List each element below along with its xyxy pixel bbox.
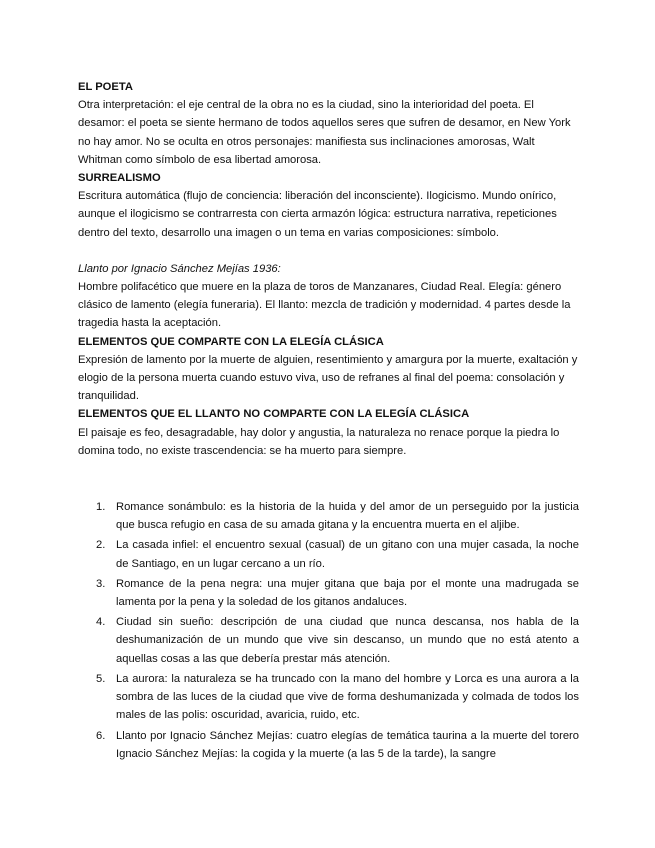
list-number: 1. bbox=[96, 501, 106, 514]
list-number: 2. bbox=[96, 539, 106, 552]
paragraph-no-comparte: El paisaje es feo, desagradable, hay dolor y angustia, la naturaleza no renace porque la piedra lo domina todo, no existe trascendencia: se ha muerto para siempre. bbox=[78, 426, 560, 457]
list-number: 5. bbox=[96, 672, 106, 685]
heading-comparte: ELEMENTOS QUE COMPARTE CON LA ELEGÍA CLÁSICA bbox=[78, 335, 384, 348]
spacer bbox=[78, 460, 579, 498]
list-number: 4. bbox=[96, 616, 106, 629]
paragraph-llanto: Hombre polifacético que muere en la plaza de toros de Manzanares, Ciudad Real. Elegía: género clásico de lamento (elegía funeraria). El llanto: mezcla de tradición y modernidad. 4 partes desde la tragedia hasta la aceptación. bbox=[78, 281, 571, 330]
list-item bbox=[78, 498, 579, 534]
list-item-text: Llanto por Ignacio Sánchez Mejías: cuatro elegías de temática taurina a la muerte del torero Ignacio Sánchez Mejías: la cogida y la muerte (a las 5 de la tarde), la sangre bbox=[116, 729, 579, 760]
list-item-text: Ciudad sin sueño: descripción de una ciudad que nunca descansa, nos habla de la deshumanización de un mundo que vive sin descanso, un mundo que no está atento a aquellas cosas a las que debería prestar más atención. bbox=[116, 616, 579, 665]
paragraph-el-poeta: Otra interpretación: el eje central de la obra no es la ciudad, sino la interioridad del poeta. El desamor: el poeta se siente hermano de todos aquellos seres que sufren de desamor, en New York no hay amor. No se oculta en otros personajes: manifiesta sus inclinaciones amorosas, Walt Whitman como símbolo de esa libertad amorosa. bbox=[78, 99, 571, 166]
paragraph-surrealismo: Escritura automática (flujo de conciencia: liberación del inconsciente). Ilogicismo. Mundo onírico, aunque el ilogicismo se contrarresta con cierta armazón lógica: estructura narrativa, repeticiones dentro del texto, desarrollo una imagen o un tema en varias composiciones: símbolo. bbox=[78, 190, 557, 239]
works-list bbox=[78, 498, 579, 763]
list-item-text: La casada infiel: el encuentro sexual (casual) de un gitano con una mujer casada, la noche de Santiago, en un lugar cercano a un río. bbox=[116, 539, 579, 570]
list-item bbox=[78, 536, 579, 572]
list-item bbox=[78, 727, 579, 763]
list-number: 6. bbox=[96, 729, 106, 742]
title-llanto: Llanto por Ignacio Sánchez Mejías 1936: bbox=[78, 262, 281, 275]
list-item bbox=[78, 613, 579, 668]
list-item-text: Romance de la pena negra: una mujer gitana que baja por el monte una madrugada se lamenta por la pena y la soledad de los gitanos andaluces. bbox=[116, 577, 579, 609]
heading-el-poeta: EL POETA bbox=[78, 81, 133, 93]
list-item-text: La aurora: la naturaleza se ha truncado con la mano del hombre y Lorca es una aurora a la sombra de las luces de la ciudad que vive de forma deshumanizada y colmada de todos los males de las polis: oscuridad, avaricia, ruido, etc. bbox=[116, 672, 579, 722]
spacer bbox=[78, 242, 579, 260]
list-number: 3. bbox=[96, 577, 106, 590]
list-item bbox=[78, 670, 579, 725]
heading-surrealismo: SURREALISMO bbox=[78, 172, 161, 185]
paragraph-comparte: Expresión de lamento por la muerte de alguien, resentimiento y amargura por la muerte, exaltación y elogio de la persona muerta cuando estuvo viva, uso de refranes al final del poema: consolación y tranquilidad. bbox=[78, 353, 578, 403]
heading-no-comparte: ELEMENTOS QUE EL LLANTO NO COMPARTE CON LA ELEGÍA CLÁSICA bbox=[78, 408, 470, 421]
list-item-text: Romance sonámbulo: es la historia de la huida y del amor de un perseguido por la justicia que busca refugio en casa de su amada gitana y la encuentra muerta en el aljibe. bbox=[116, 501, 579, 532]
list-item bbox=[78, 575, 579, 611]
